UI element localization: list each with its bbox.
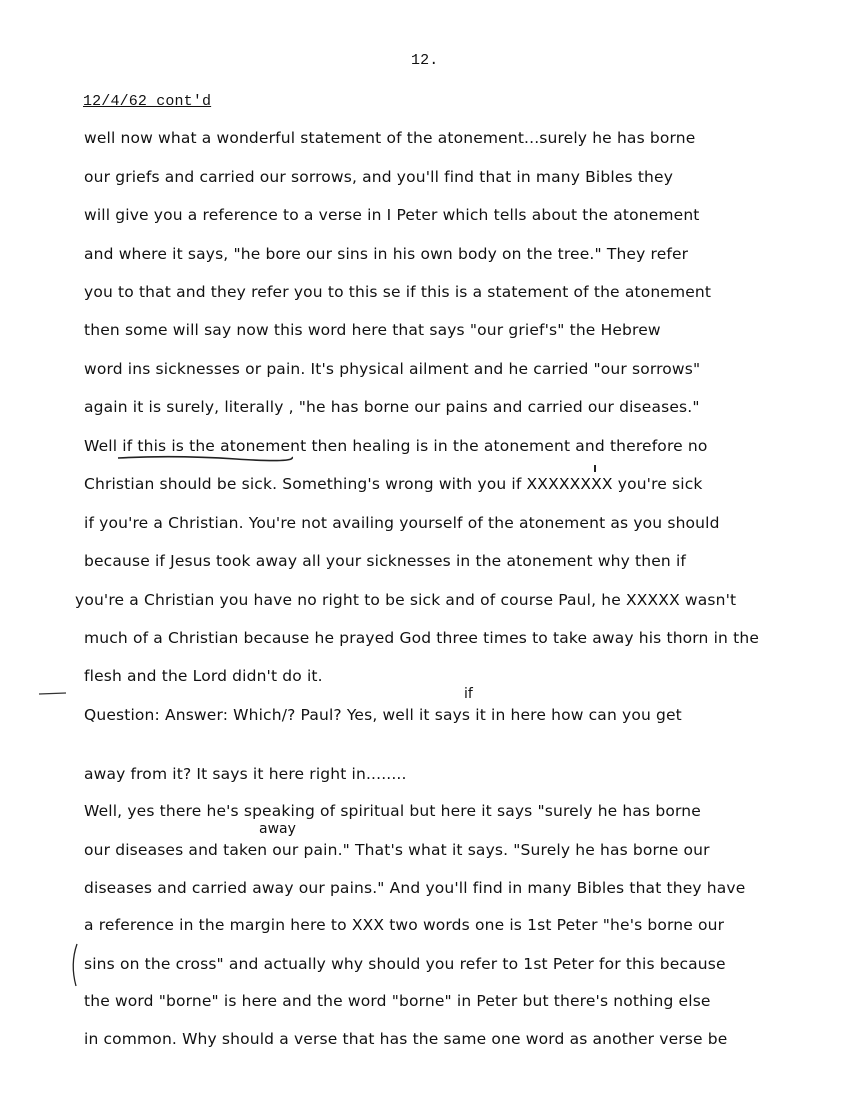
text-line: word ins sicknesses or pain. It's physical ailment and he carried "our sorrows" <box>84 360 701 378</box>
handwritten-underline <box>116 453 296 463</box>
text-line: Christian should be sick. Something's wrong with you if XXXXXXXX you're sick <box>84 475 703 493</box>
text-line: flesh and the Lord didn't do it. <box>84 667 323 685</box>
tick-mark <box>593 465 597 473</box>
text-line: if you're a Christian. You're not availing yourself of the atonement as you should <box>84 514 720 532</box>
margin-bracket-mark <box>68 942 80 988</box>
text-line: Well, yes there he's speaking of spiritual but here it says "surely he has borne <box>84 802 701 820</box>
date-heading: 12/4/62 cont'd <box>83 93 212 110</box>
text-line: Question: Answer: Which/? Paul? Yes, well it says it in here how can you get <box>84 706 682 724</box>
text-line: you to that and they refer you to this se if this is a statement of the atonement <box>84 283 712 301</box>
text-line: our diseases and taken our pain." That's what it says. "Surely he has borne our <box>84 841 710 859</box>
text-line: a reference in the margin here to XXX two words one is 1st Peter "he's borne our <box>84 916 725 934</box>
text-line: Well if this is the atonement then healing is in the atonement and therefore no <box>84 437 708 455</box>
text-line: again it is surely, literally , "he has borne our pains and carried our diseases." <box>84 398 700 416</box>
text-line: sins on the cross" and actually why should you refer to 1st Peter for this because <box>84 955 726 973</box>
margin-dash-mark <box>38 690 68 698</box>
handwritten-insertion-if: if <box>464 686 473 702</box>
text-line: our griefs and carried our sorrows, and you'll find that in many Bibles they <box>84 168 674 186</box>
text-line: in common. Why should a verse that has the same one word as another verse be <box>84 1030 728 1048</box>
text-line: diseases and carried away our pains." And you'll find in many Bibles that they have <box>84 879 746 897</box>
text-line: well now what a wonderful statement of the atonement...surely he has borne <box>84 129 696 147</box>
text-line: because if Jesus took away all your sicknesses in the atonement why then if <box>84 552 687 570</box>
text-line: much of a Christian because he prayed God three times to take away his thorn in the <box>84 629 759 647</box>
text-line: away from it? It says it here right in........ <box>84 765 407 783</box>
text-line: and where it says, "he bore our sins in his own body on the tree." They refer <box>84 245 689 263</box>
page-number: 12. <box>411 52 439 69</box>
text-line: the word "borne" is here and the word "borne" in Peter but there's nothing else <box>84 992 711 1010</box>
text-line: then some will say now this word here that says "our grief's" the Hebrew <box>84 321 661 339</box>
text-line: will give you a reference to a verse in I Peter which tells about the atonement <box>84 206 700 224</box>
text-line: you're a Christian you have no right to be sick and of course Paul, he XXXXX wasn't <box>75 591 737 609</box>
handwritten-insertion-away: away <box>259 821 296 837</box>
